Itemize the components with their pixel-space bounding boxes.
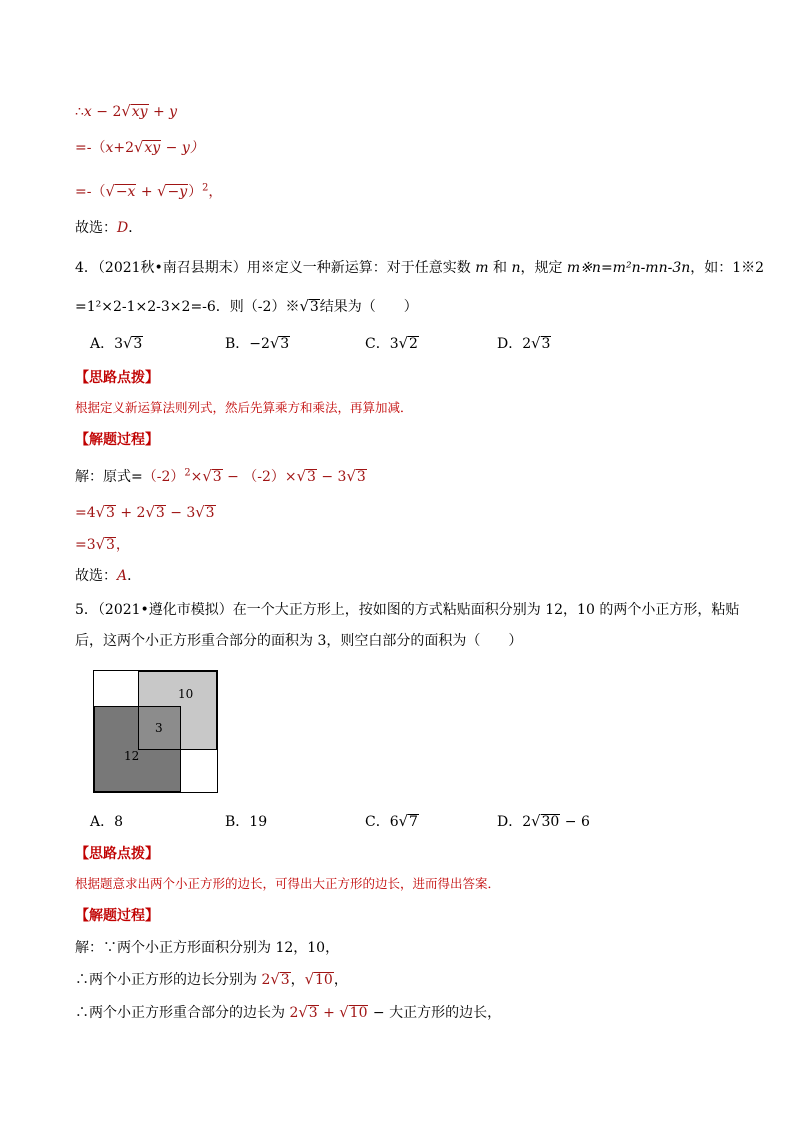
q5-process-heading: 【解题过程】: [75, 908, 159, 924]
q4-option-d[interactable]: D．2√3: [497, 335, 551, 352]
q5-step2: ∴两个小正方形的边长分别为 2√3，√10，: [75, 971, 348, 988]
expr-text: − 2: [91, 104, 122, 120]
question4-stem-line1: 4．（2021秋•南召县期末）用※定义一种新运算：对于任意实数 m 和 n，规定 m※n=m²n-mn-3n，如：1※2: [75, 260, 765, 276]
q4-answer: 故选：A．: [75, 568, 142, 584]
q5-step3: ∴两个小正方形重合部分的边长为 2√3 + √10 − 大正方形的边长，: [75, 1004, 502, 1021]
solution3-line2: =-（x+2√xy − y）: [75, 139, 204, 156]
question4-stem-line2: =1²×2-1×2-3×2=-6．则（-2）※√3结果为（ ）: [75, 298, 418, 315]
q4-step3: =3√3，: [75, 536, 130, 553]
q5-option-d[interactable]: D．2√30 − 6: [497, 813, 590, 830]
q4-hint-heading: 【思路点拨】: [75, 370, 159, 386]
q4-process-heading: 【解题过程】: [75, 432, 159, 448]
therefore-symbol: ∴: [75, 104, 84, 120]
label-3: 3: [155, 721, 163, 735]
q4-option-c[interactable]: C．3√2: [365, 335, 418, 352]
label-10: 10: [178, 687, 194, 701]
sqrt-neg-x: √−x: [105, 183, 136, 200]
solution3-line3: $=-(√-x + √-y)^2$，: [75, 182, 223, 200]
q4-hint-text: 根据定义新运算法则列式，然后先算乘方和乘法，再算加减．: [75, 400, 413, 415]
answer-letter: D: [117, 220, 129, 236]
solution3-answer: 故选：D．: [75, 220, 143, 236]
expr-text: =-（: [75, 140, 106, 156]
sqrt-xy: √xy: [121, 103, 148, 120]
sqrt-3: √3: [299, 298, 319, 315]
squares-figure: [93, 670, 218, 793]
operation-rule: m※n=m²n-mn-3n: [566, 260, 691, 276]
q5-hint-heading: 【思路点拨】: [75, 846, 159, 862]
q4-step1: 解：原式$=(-2)^2\times√3 - (-2)\times√3 - 3√3$: [75, 467, 366, 485]
q4-step2: =4√3 + 2√3 − 3√3: [75, 504, 215, 521]
answer-letter: A: [117, 568, 128, 584]
question5-stem-line1: 5．（2021•遵化市模拟）在一个大正方形上，按如图的方式粘贴面积分别为 12，10 的两个小正方形，粘贴: [75, 602, 740, 618]
q4-option-b[interactable]: B．−2√3: [225, 335, 290, 352]
expr-text: + y: [148, 104, 178, 120]
var-x: x: [83, 104, 92, 120]
sqrt-xy: √xy: [134, 139, 161, 156]
q4-option-a[interactable]: A．3√3: [90, 335, 143, 352]
sqrt-neg-y: √−y: [157, 183, 188, 200]
q5-step1: 解：∵两个小正方形面积分别为 12，10，: [75, 940, 340, 956]
solution3-line1: [75, 102, 177, 122]
q5-option-b[interactable]: B．19: [225, 814, 268, 830]
label-12: 12: [124, 749, 140, 763]
q5-option-a[interactable]: A．8: [90, 814, 124, 830]
q5-option-c[interactable]: C．6√7: [365, 813, 418, 830]
q5-hint-text: 根据题意求出两个小正方形的边长，可得出大正方形的边长，进而得出答案．: [75, 876, 501, 891]
question5-stem-line2: 后，这两个小正方形重合部分的面积为 3，则空白部分的面积为（ ）: [75, 633, 523, 649]
